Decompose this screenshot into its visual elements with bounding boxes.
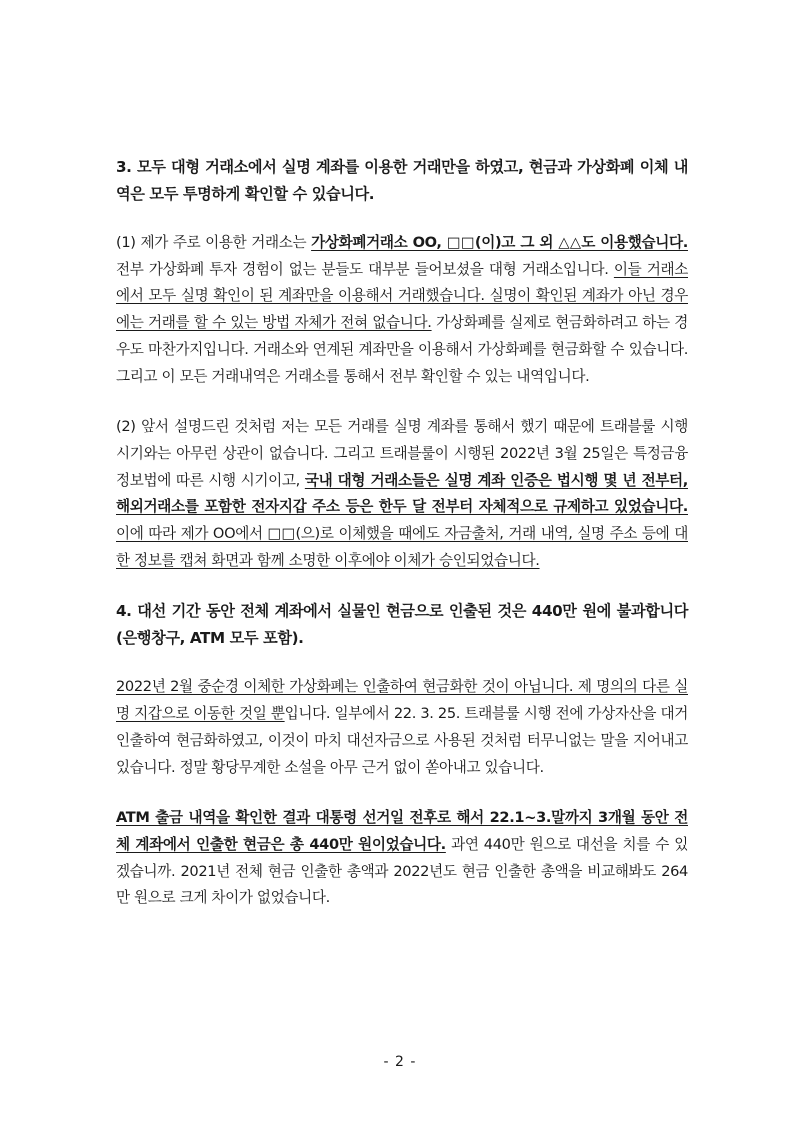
section-3-paragraph-1 — [116, 230, 688, 390]
emphasis-text: 가상화폐거래소 OO, □□(이)고 그 외 △△도 이용했습니다. — [311, 234, 688, 251]
underlined-text: 이에 따라 제가 OO에서 □□(으)로 이체했을 때에도 자금출처, 거래 내역, 실명 주소 등에 대한 정보를 캡쳐 화면과 함께 소명한 이후에야 이체가 승인되었습니다. — [116, 525, 688, 569]
underlined-text: 이들 거래소에서 모두 실명 확인이 된 계좌만을 이용해서 거래했습니다. 실명이 확인된 계좌가 아닌 경우에는 거래를 할 수 있는 방법 자체가 전혀 없습니다. — [116, 260, 688, 332]
section-4-paragraph-2 — [116, 805, 688, 912]
section-3-heading: 3. 모두 대형 거래소에서 실명 계좌를 이용한 거래만을 하였고, 현금과 가상화폐 이체 내역은 모두 투명하게 확인할 수 있습니다. — [116, 158, 688, 203]
page-number: - 2 - — [383, 1054, 417, 1070]
emphasis-text: ATM 출금 내역을 확인한 결과 대통령 선거일 전후로 해서 22.1~3.말까지 3개월 동안 전체 계좌에서 인출한 현금은 총 440만 원이었습니다. — [116, 809, 688, 853]
text-run: 가상화폐를 실제로 현금화하려고 하는 경우도 마찬가지입니다. 거래소와 연계된 계좌만을 이용해서 가상화폐를 현금화할 수 있습니다. 그리고 이 모든 거래내역은 거래소를 통해서 전부 확인할 수 있는 내역입니다. — [116, 314, 688, 385]
page-body — [116, 154, 688, 912]
emphasis-text: 국내 대형 거래소들은 실명 계좌 인증은 법시행 몇 년 전부터, 해외거래소를 포함한 전자지갑 주소 등은 한두 달 전부터 자체적으로 규제하고 있었습니다. — [116, 471, 688, 516]
section-4-paragraph-1 — [116, 674, 688, 781]
underlined-text: 2022년 2월 중순경 이체한 가상화폐는 인출하여 현금화한 것이 아닙니다. 제 명의의 다른 실명 지갑으로 이동한 것일 뿐 — [116, 678, 688, 723]
text-run: (2) 앞서 설명드린 것처럼 저는 모든 거래를 실명 계좌를 통해서 했기 때문에 트래블룰 시행 시기와는 아무런 상관이 없습니다. 그리고 트래블룰이 시행된 2022년 3월 25일은 특정금융정보법에 따른 시행 시기이고, — [116, 418, 688, 489]
section-3-paragraph-2 — [116, 414, 688, 574]
text-run: 입니다. 일부에서 22. 3. 25. 트래블룰 시행 전에 가상자산을 대거 인출하여 현금화하였고, 이것이 마치 대선자금으로 사용된 것처럼 터무니없는 말을 지어내고 있습니다. 정말 황당무계한 소설을 아무 근거 없이 쏟아내고 있습니다. — [116, 705, 688, 776]
section-4-heading: 4. 대선 기간 동안 전체 계좌에서 실물인 현금으로 인출된 것은 440만 원에 불과합니다(은행창구, ATM 모두 포함). — [116, 602, 688, 648]
text-run: (1) 제가 주로 이용한 거래소는 — [116, 234, 312, 251]
text-run: 전부 가상화폐 투자 경험이 없는 분들도 대부분 들어보셨을 대형 거래소입니다. — [116, 260, 614, 278]
text-run: 과연 440만 원으로 대선을 치를 수 있겠습니까. 2021년 전체 현금 인출한 총액과 2022년도 현금 인출한 총액을 비교해봐도 264만 원으로 크게 차이가 없었습니다. — [116, 835, 688, 907]
